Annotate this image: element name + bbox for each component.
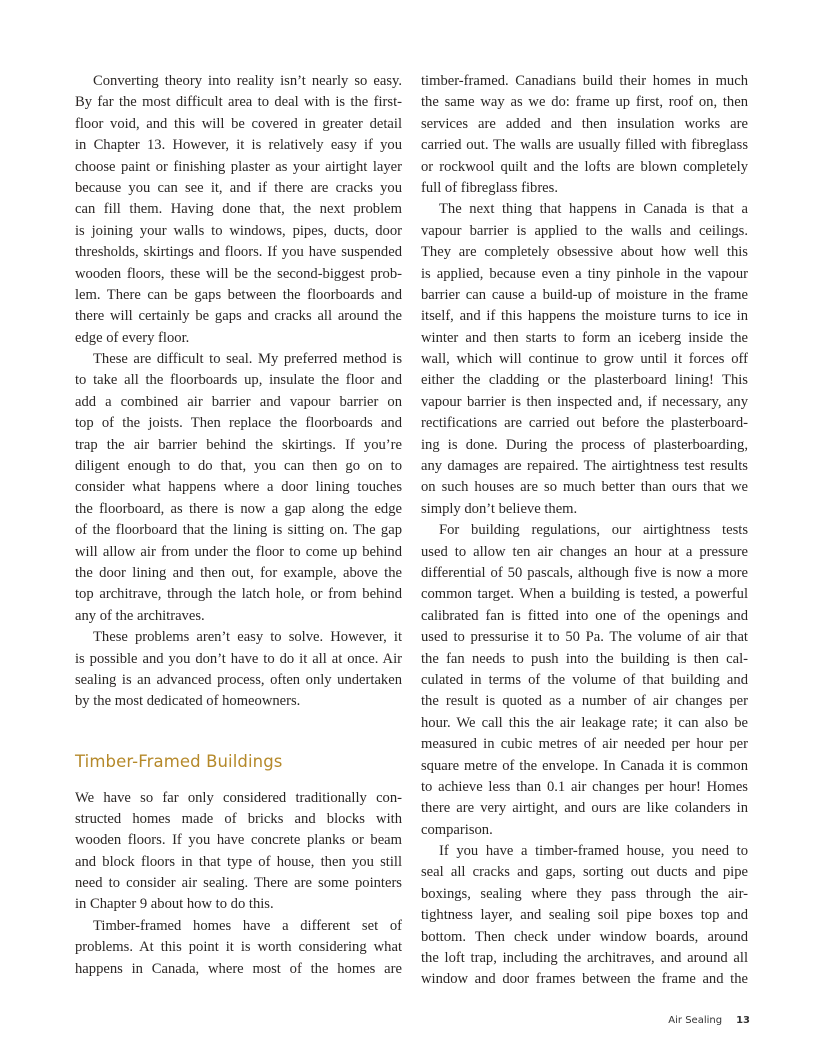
text-line: by the most dedicated of homeowners. xyxy=(75,693,301,710)
text-line: because you can see it, and if there are cracks you xyxy=(75,179,402,196)
text-line: is possible and you don’t have to do it all at once. Air xyxy=(75,650,402,667)
text-line: any damages are repaired. The airtightness test results xyxy=(421,458,748,475)
text-line: in Chapter 13. However, it is relatively easy if you xyxy=(75,137,402,154)
text-line: problems. At this point it is worth considering what xyxy=(75,939,402,956)
text-line: services are added and then insulation works are xyxy=(421,115,748,132)
text-line: floor void, and this will be covered in greater detail xyxy=(75,115,402,132)
text-line: They are completely obsessive about how well this xyxy=(421,244,748,261)
section-heading: Timber-Framed Buildings xyxy=(75,752,283,772)
text-line: itself, and if this happens the moisture turns to ice in xyxy=(421,308,748,325)
paragraph xyxy=(421,71,748,199)
page-footer xyxy=(668,1015,750,1026)
spacer xyxy=(75,713,402,734)
text-line: The next thing that happens in Canada is that a xyxy=(439,201,748,218)
text-line: winter and then starts to form an iceberg inside the xyxy=(421,329,748,346)
text-line: is applied, because even a tiny pinhole in the vapour xyxy=(421,265,748,282)
text-line: thresholds, skirtings and floors. If you have suspended xyxy=(75,244,402,261)
text-line: need to consider air sealing. There are some pointers xyxy=(75,875,402,892)
text-line: timber-framed. Canadians build their homes in much xyxy=(421,73,748,89)
text-line: These problems aren’t easy to solve. However, it xyxy=(93,629,402,646)
paragraph xyxy=(75,627,402,713)
text-line: structed homes made of bricks and blocks with xyxy=(75,810,402,827)
text-line: wooden floors, these will be the second-biggest prob- xyxy=(75,265,402,282)
text-line: seal all cracks and gaps, sorting out ducts and pipe xyxy=(421,864,748,881)
text-line: bottom. Then check under window boards, around xyxy=(421,928,748,945)
page-number: 13 xyxy=(736,1015,750,1026)
text-line: there are very airtight, and ours are like colanders in xyxy=(421,800,748,817)
text-line: choose paint or finishing plaster as your airtight layer xyxy=(75,158,402,175)
text-line: consider what happens where a door lining touches xyxy=(75,479,402,496)
spacer xyxy=(75,734,402,751)
text-line: Timber-framed homes have a different set of xyxy=(93,917,402,934)
text-line: window and door frames between the frame and the xyxy=(421,971,748,988)
text-line: comparison. xyxy=(421,821,493,838)
text-line: or rockwool quilt and the lofts are blown completely xyxy=(421,158,748,175)
text-line: on such houses are so much better than ours that we xyxy=(421,479,748,496)
paragraph xyxy=(421,520,748,841)
text-line: the floorboard, as there is now a gap along the edge xyxy=(75,500,402,517)
text-line: happens in Canada, where most of the homes are xyxy=(75,960,402,977)
text-line: diligent enough to do that, you can then go on to xyxy=(75,458,402,475)
text-line: add a combined air barrier and vapour barrier on xyxy=(75,393,402,410)
text-line: sealing is an advanced process, often only undertaken xyxy=(75,671,402,688)
text-line: wooden floors. If you have concrete planks or beam xyxy=(75,832,402,849)
text-line: either the cladding or the plasterboard lining! This xyxy=(421,372,748,389)
text-line: and block floors in that type of house, then you still xyxy=(75,853,402,870)
paragraph xyxy=(75,71,402,349)
text-line: the result is quoted as a number of air changes per xyxy=(421,693,748,710)
text-line: carried out. The walls are usually filled with fibreglass xyxy=(421,137,748,154)
text-line: square metre of the envelope. In Canada it is common xyxy=(421,757,748,774)
text-line: boxings, sealing where they pass through the air- xyxy=(421,885,748,902)
text-line: For building regulations, our airtightness tests xyxy=(439,522,748,539)
paragraph xyxy=(75,349,402,627)
text-line: wall, which will continue to grow until it forces off xyxy=(421,351,748,368)
left-column xyxy=(75,71,402,980)
text-line: trap the air barrier behind the skirtings. If you’re xyxy=(75,436,402,453)
text-line: is joining your walls to windows, pipes, ducts, door xyxy=(75,222,402,239)
text-line: in Chapter 9 about how to do this. xyxy=(75,896,274,913)
paragraph xyxy=(421,841,748,991)
text-line: any of the architraves. xyxy=(75,607,205,624)
text-line: to take all the floorboards up, insulate the floor and xyxy=(75,372,402,389)
text-line: If you have a timber-framed house, you need to xyxy=(439,843,748,860)
text-line: the fan needs to push into the building is then cal- xyxy=(421,650,748,667)
text-line: By far the most difficult area to deal with is the first- xyxy=(75,94,402,111)
paragraph xyxy=(421,199,748,520)
text-line: hour. We call this the air leakage rate; it can also be xyxy=(421,714,748,731)
text-line: culated in terms of the volume of that building and xyxy=(421,671,748,688)
paragraph xyxy=(75,916,402,980)
text-line: calibrated fan is fitted into one of the openings and xyxy=(421,607,748,624)
paragraph xyxy=(75,788,402,916)
right-column xyxy=(421,71,748,991)
text-line: used to allow ten air changes an hour at a pressure xyxy=(421,543,748,560)
text-line: will allow air from under the floor to come up behind xyxy=(75,543,402,560)
text-line: vapour barrier is applied to the walls and ceilings. xyxy=(421,222,748,239)
text-line: barrier can cause a build-up of moisture in the frame xyxy=(421,286,748,303)
text-line: These are difficult to seal. My preferred method is xyxy=(93,351,402,368)
text-line: of the floorboard that the lining is sitting on. The gap xyxy=(75,522,402,539)
running-footer-section: Air Sealing xyxy=(668,1015,723,1026)
text-line: tightness layer, and sealing soil pipe boxes top and xyxy=(421,907,748,924)
text-line: Converting theory into reality isn’t nearly so easy. xyxy=(93,73,402,89)
text-line: simply don’t believe them. xyxy=(421,500,578,517)
text-line: common target. When a building is tested, a powerful xyxy=(421,586,748,603)
text-line: differential of 50 pascals, although five is now a more xyxy=(421,564,748,581)
text-line: We have so far only considered traditionally con- xyxy=(75,789,402,806)
text-line: measured in cubic metres of air needed per hour per xyxy=(421,736,748,753)
text-line: full of fibreglass fibres. xyxy=(421,179,558,196)
text-line: top of the joists. Then replace the floorboards and xyxy=(75,415,402,432)
text-line: the loft trap, including the architraves, and around all xyxy=(421,950,748,967)
text-line: lem. There can be gaps between the floorboards and xyxy=(75,286,402,303)
text-line: top architrave, through the latch hole, or from behind xyxy=(75,586,402,603)
text-line: the door lining and then out, for example, above the xyxy=(75,564,402,581)
text-line: the same way as we do: frame up first, roof on, then xyxy=(421,94,748,111)
text-line: can fill them. Having done that, the next problem xyxy=(75,201,402,218)
text-line: ing is done. During the process of plasterboarding, xyxy=(421,436,748,453)
spacer xyxy=(75,773,402,788)
text-line: there will certainly be gaps and cracks all around the xyxy=(75,308,402,325)
text-line: used to pressurise it to 50 Pa. The volume of air that xyxy=(421,629,748,646)
text-line: to achieve less than 0.1 air changes per hour! Homes xyxy=(421,778,748,795)
text-line: edge of every floor. xyxy=(75,329,190,346)
text-line: vapour barrier is then inspected and, if necessary, any xyxy=(421,393,748,410)
text-line: rectifications are carried out before the plasterboard- xyxy=(421,415,748,432)
